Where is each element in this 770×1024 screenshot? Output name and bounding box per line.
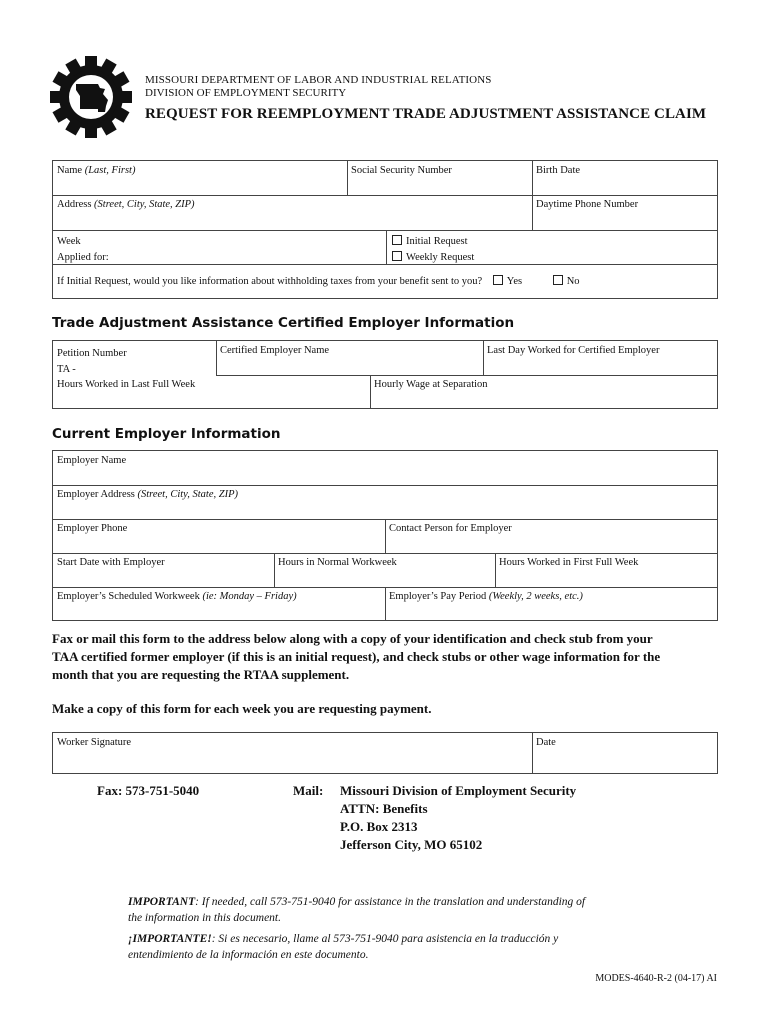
request-type-group: [388, 231, 478, 269]
important-text-2: the information in this document.: [128, 912, 282, 924]
importante-text-1: : Si es necesario, llame al 573-751-9040 para asistencia en la traducción y: [211, 933, 559, 945]
weekly-request-label: Weekly Request: [406, 252, 475, 263]
mailing-address: [340, 782, 576, 854]
hours-last-week-field[interactable]: [53, 375, 199, 394]
tax-question: If Initial Request, would you like information about withholding taxes from your benefit sent to you?: [57, 276, 483, 287]
current-employer-heading: Current Employer Information: [52, 426, 281, 442]
address-label: Address: [57, 199, 95, 210]
mail-line-4: Jefferson City, MO 65102: [340, 837, 483, 852]
agency-name: MISSOURI DEPARTMENT OF LABOR AND INDUSTRIAL RELATIONS: [145, 74, 492, 86]
instructions-line-2: TAA certified former employer (if this is an initial request), and check stubs or other wage information for the: [52, 649, 661, 664]
form-title: REQUEST FOR REEMPLOYMENT TRADE ADJUSTMENT ASSISTANCE CLAIM: [145, 106, 707, 122]
hours-last-week-label: Hours Worked in Last Full Week: [57, 379, 196, 390]
name-label: Name: [57, 165, 85, 176]
applied-for-label: Applied for:: [57, 252, 109, 263]
ssn-field[interactable]: [347, 161, 456, 180]
week-applied-field[interactable]: [53, 231, 113, 269]
hourly-wage-field[interactable]: [370, 375, 492, 394]
employer-phone-label: Employer Phone: [57, 523, 128, 534]
scheduled-workweek-label: Employer’s Scheduled Workweek: [57, 591, 203, 602]
pay-period-field[interactable]: [385, 587, 587, 606]
no-option[interactable]: [553, 276, 580, 287]
form-id: MODES-4640-R-2 (04-17) AI: [595, 973, 717, 984]
contact-person-field[interactable]: [385, 519, 516, 538]
yes-checkbox[interactable]: [493, 275, 503, 285]
importante-text-2: entendimiento de la información en este documento.: [128, 949, 369, 961]
petition-prefix: TA -: [57, 364, 76, 375]
employer-name-field[interactable]: [53, 451, 130, 470]
birth-date-field[interactable]: [532, 161, 584, 180]
initial-request-label: Initial Request: [406, 236, 468, 247]
certified-employer-field[interactable]: [216, 341, 333, 360]
worker-signature-label: Worker Signature: [57, 737, 132, 748]
pay-period-label: Employer’s Pay Period: [389, 591, 489, 602]
first-week-hours-label: Hours Worked in First Full Week: [499, 557, 639, 568]
name-field[interactable]: [53, 161, 139, 180]
employer-address-hint: (Street, City, State, ZIP): [137, 489, 239, 500]
weekly-request-checkbox[interactable]: [392, 251, 402, 261]
signature-date-field[interactable]: [532, 733, 560, 752]
mail-line-3: P.O. Box 2313: [340, 819, 418, 834]
start-date-label: Start Date with Employer: [57, 557, 165, 568]
week-label: Week: [57, 236, 81, 247]
scheduled-workweek-hint: (ie: Monday – Friday): [202, 591, 297, 602]
tax-withholding-row: [53, 272, 584, 291]
important-text-1: : If needed, call 573-751-9040 for assistance in the translation and understanding of: [195, 896, 586, 908]
employer-address-label: Employer Address: [57, 489, 138, 500]
mail-label: Mail:: [293, 783, 324, 798]
hourly-wage-label: Hourly Wage at Separation: [374, 379, 488, 390]
worker-signature-field[interactable]: [53, 733, 135, 752]
no-checkbox[interactable]: [553, 275, 563, 285]
phone-label: Daytime Phone Number: [536, 199, 639, 210]
importante-label: ¡IMPORTANTE!: [128, 933, 212, 945]
pay-period-hint: (Weekly, 2 weeks, etc.): [488, 591, 583, 602]
employer-phone-field[interactable]: [53, 519, 131, 538]
normal-hours-field[interactable]: [274, 553, 401, 572]
name-hint: (Last, First): [84, 165, 136, 176]
start-date-field[interactable]: [53, 553, 169, 572]
initial-request-option[interactable]: [392, 234, 474, 250]
petition-number-label: Petition Number: [57, 348, 127, 359]
yes-label: Yes: [506, 276, 523, 287]
contact-person-label: Contact Person for Employer: [389, 523, 512, 534]
mail-line-2: ATTN: Benefits: [340, 801, 428, 816]
important-notice-es: [128, 931, 688, 963]
phone-field[interactable]: [532, 195, 642, 214]
last-day-worked-field[interactable]: [483, 341, 663, 360]
employer-address-field[interactable]: [53, 485, 242, 504]
certified-employer-label: Certified Employer Name: [220, 345, 330, 356]
fax-number: Fax: 573-751-5040: [97, 783, 200, 798]
birth-date-label: Birth Date: [536, 165, 581, 176]
division-name: DIVISION OF EMPLOYMENT SECURITY: [145, 87, 347, 99]
last-day-worked-label: Last Day Worked for Certified Employer: [487, 345, 660, 356]
initial-request-checkbox[interactable]: [392, 235, 402, 245]
weekly-request-option[interactable]: [392, 250, 474, 266]
taa-info-box: [52, 340, 718, 409]
first-week-hours-field[interactable]: [495, 553, 642, 572]
yes-option[interactable]: [493, 276, 522, 287]
normal-hours-label: Hours in Normal Workweek: [278, 557, 397, 568]
current-employer-box: [52, 450, 718, 621]
instructions-line-3: month that you are requesting the RTAA supplement.: [52, 667, 350, 682]
signature-box: [52, 732, 718, 774]
ssn-label: Social Security Number: [351, 165, 452, 176]
missouri-gear-logo: [50, 56, 132, 138]
address-hint: (Street, City, State, ZIP): [94, 199, 195, 210]
instructions-line-1: Fax or mail this form to the address below along with a copy of your identification and check stub from your: [52, 631, 653, 646]
claimant-info-box: [52, 160, 718, 299]
mail-line-1: Missouri Division of Employment Security: [340, 783, 577, 798]
scheduled-workweek-field[interactable]: [53, 587, 301, 606]
important-notice-en: [128, 894, 688, 926]
employer-name-label: Employer Name: [57, 455, 127, 466]
copy-note: Make a copy of this form for each week you are requesting payment.: [52, 701, 432, 716]
instructions-paragraph: [52, 630, 742, 684]
signature-date-label: Date: [536, 737, 556, 748]
address-field[interactable]: [53, 195, 199, 214]
taa-section-heading: Trade Adjustment Assistance Certified Employer Information: [52, 315, 515, 331]
no-label: No: [566, 276, 580, 287]
important-label: IMPORTANT: [128, 896, 196, 908]
